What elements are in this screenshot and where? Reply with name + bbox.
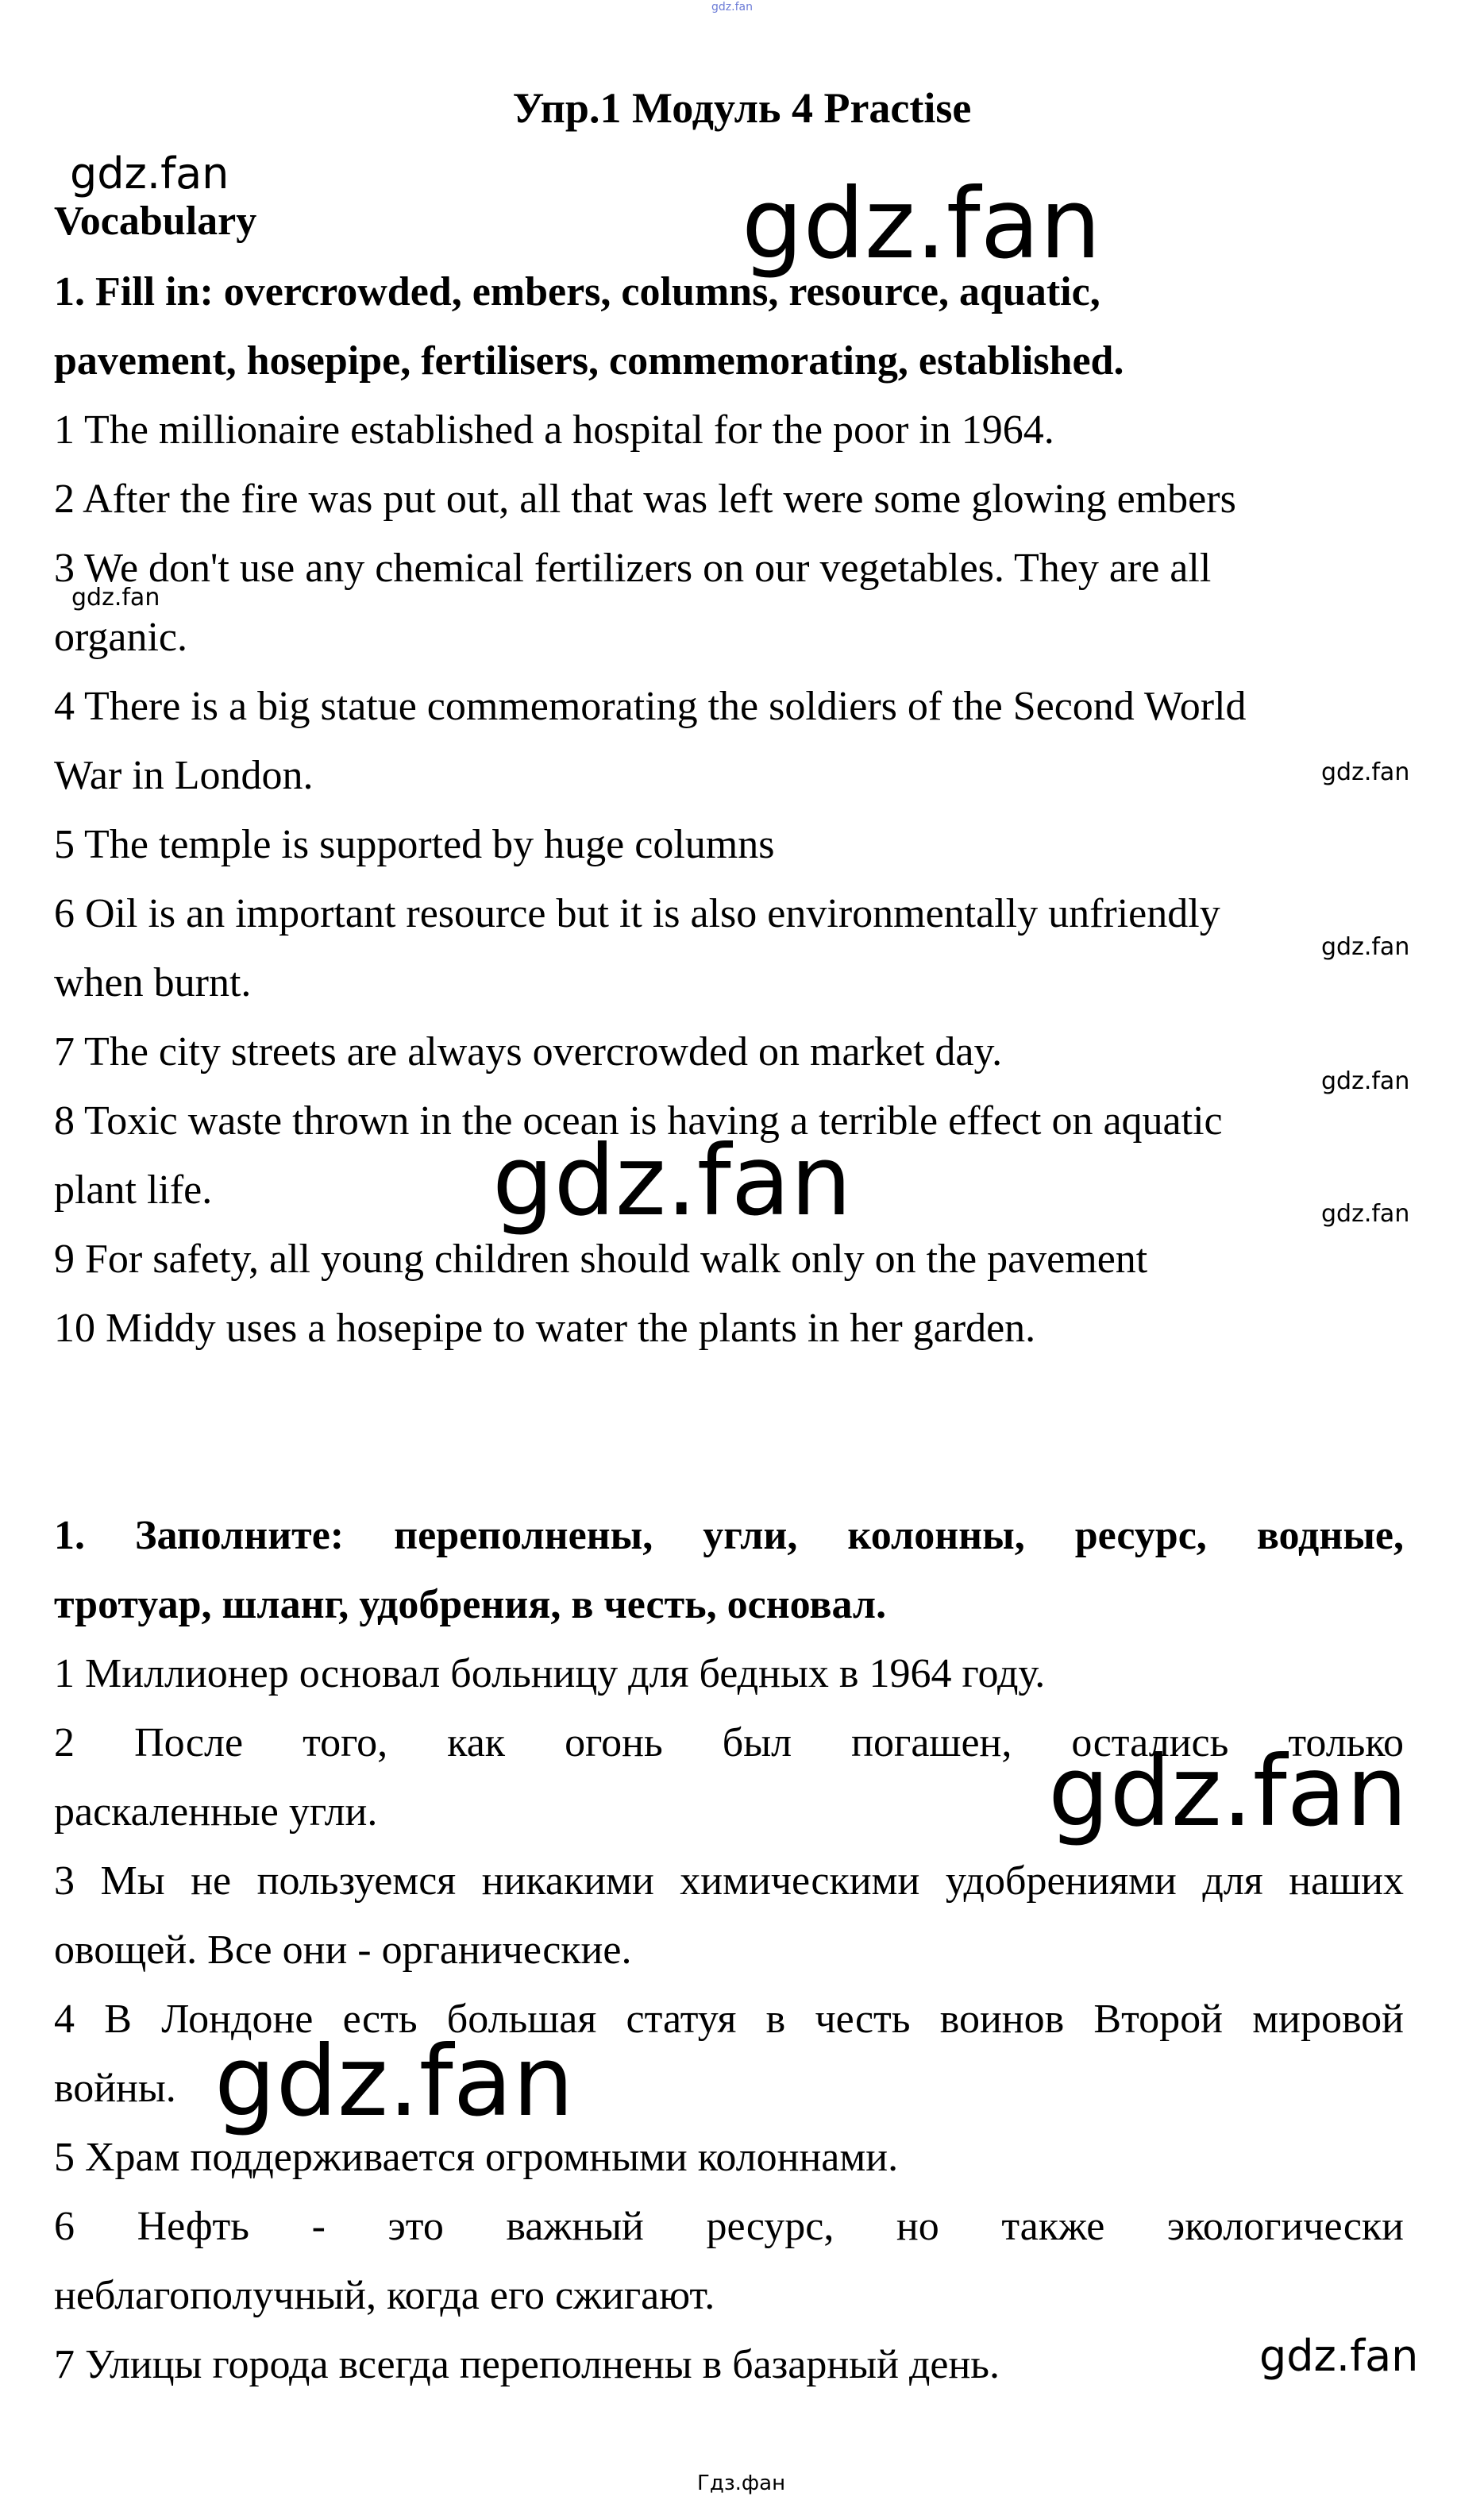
watermark: gdz.fan [1321, 1067, 1410, 1095]
russian-item-4-line2: войны. [54, 2066, 176, 2111]
watermark: gdz.fan [70, 149, 229, 199]
russian-section [54, 1501, 1404, 2399]
english-item-1: 1 The millionaire established a hospital for the poor in 1964. [54, 407, 1054, 453]
english-item-9: 9 For safety, all young children should walk only on the pavement [54, 1237, 1148, 1282]
english-item-3-line1: 3 We don't use any chemical fertilizers on our vegetables. They are all [54, 546, 1212, 591]
watermark: gdz.fan [742, 168, 1101, 280]
watermark: gdz.fan [1259, 2331, 1419, 2381]
russian-item-6-line2: неблагополучный, когда его сжигают. [54, 2273, 715, 2318]
english-item-4-line1: 4 There is a big statue commemorating the soldiers of the Second World [54, 684, 1247, 729]
english-item-6-line2: when burnt. [54, 960, 252, 1005]
watermark: gdz.fan [214, 2025, 574, 2138]
russian-item-2-line1: 2 После того, как огонь был погашен, остались только [54, 1720, 1404, 1765]
russian-item-5: 5 Храм поддерживается огромными колоннами. [54, 2135, 899, 2180]
watermark: gdz.fan [1321, 933, 1410, 961]
english-task-heading-line1: 1. Fill in: overcrowded, embers, columns, resource, aquatic, [54, 269, 1100, 314]
russian-task-heading-line2: тротуар, шланг, удобрения, в честь, основал. [54, 1582, 887, 1627]
section-label: Vocabulary [54, 199, 257, 244]
watermark: gdz.fan [1048, 1735, 1408, 1848]
english-item-4-line2: War in London. [54, 753, 314, 798]
watermark-top: gdz.fan [711, 1, 753, 14]
russian-item-3-line1: 3 Мы не пользуемся никакими химическими удобрениями для наших [54, 1858, 1404, 1904]
english-item-3-line2: organic. [54, 615, 187, 660]
english-item-8-line1: 8 Toxic waste thrown in the ocean is having a terrible effect on aquatic [54, 1098, 1223, 1144]
russian-item-1: 1 Миллионер основал больницу для бедных в 1964 году. [54, 1651, 1046, 1696]
watermark: gdz.fan [492, 1125, 852, 1237]
english-item-10: 10 Middy uses a hosepipe to water the plants in her garden. [54, 1306, 1036, 1351]
russian-item-6-line1: 6 Нефть - это важный ресурс, но также экологически [54, 2204, 1404, 2249]
russian-item-4-line1: 4 В Лондоне есть большая статуя в честь воинов Второй мировой [54, 1997, 1404, 2042]
english-item-2: 2 After the fire was put out, all that was left were some glowing embers [54, 477, 1236, 522]
russian-item-2-line2: раскаленные угли. [54, 1789, 378, 1835]
page-title: Упр.1 Модуль 4 Practise [512, 84, 972, 132]
english-item-6-line1: 6 Oil is an important resource but it is also environmentally unfriendly [54, 891, 1220, 936]
watermark: gdz.fan [1321, 1200, 1410, 1228]
russian-task-heading-line1: 1. Заполните: переполнены, угли, колонны, ресурс, водные, [54, 1513, 1404, 1558]
watermark: gdz.fan [1321, 758, 1410, 786]
english-item-8-line2: plant life. [54, 1167, 213, 1213]
english-task-heading-line2: pavement, hosepipe, fertilisers, commemorating, established. [54, 338, 1124, 384]
english-item-5: 5 The temple is supported by huge columns [54, 822, 775, 867]
english-item-7: 7 The city streets are always overcrowded on market day. [54, 1029, 1003, 1075]
watermark: gdz.fan [71, 584, 160, 612]
russian-item-7: 7 Улицы города всегда переполнены в базарный день. [54, 2342, 1000, 2387]
russian-item-3-line2: овощей. Все они - органические. [54, 1927, 632, 1973]
footer-watermark: Гдз.фан [697, 2471, 786, 2495]
